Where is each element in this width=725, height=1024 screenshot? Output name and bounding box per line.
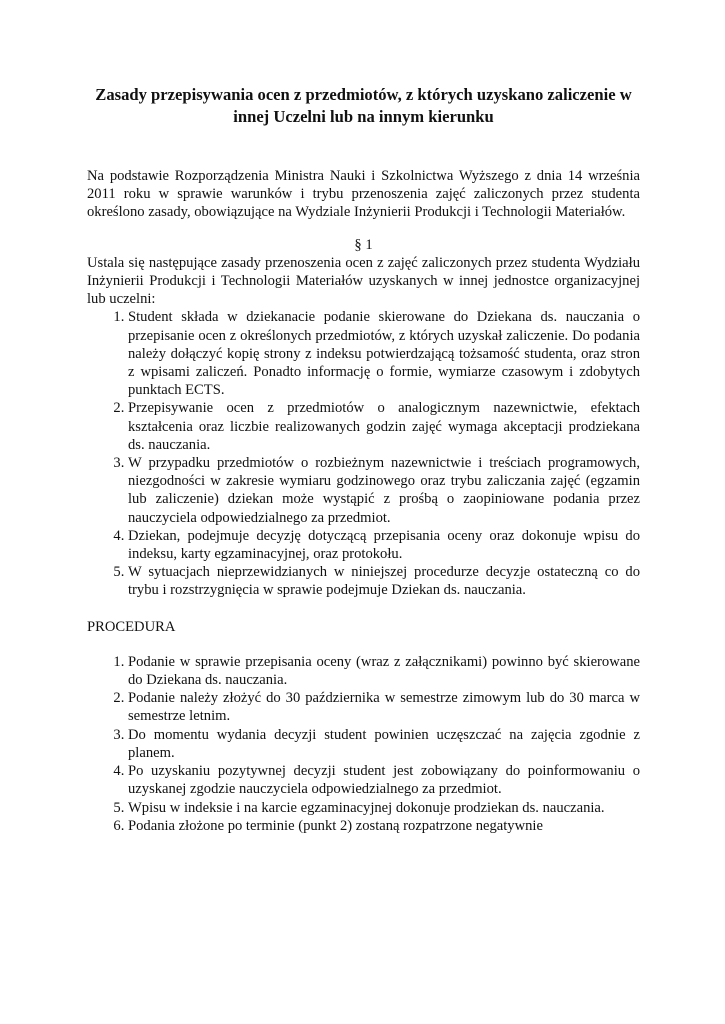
- document-page: [87, 84, 640, 835]
- procedure-list: [87, 653, 640, 835]
- procedure-item: 3. Do momentu wydania decyzji student powinien uczęszczać na zajęcia zgodnie z planem.: [128, 726, 640, 762]
- procedure-item: 4. Po uzyskaniu pozytywnej decyzji student jest zobowiązany do poinformowaniu o uzyskanej zgodzie nauczyciela odpowiedzialnego za przedmiot.: [128, 762, 640, 798]
- intro-paragraph: Na podstawie Rozporządzenia Ministra Nauki i Szkolnictwa Wyższego z dnia 14 września 2011 roku w sprawie warunków i trybu przenoszenia zajęć zaliczonych przez studenta określono zasady, obowiązujące na Wydziale Inżynierii Produkcji i Technologii Materiałów.: [87, 168, 640, 221]
- procedure-item: 1. Podanie w sprawie przepisania oceny (wraz z załącznikami) powinno być skierowane do Dziekana ds. nauczania.: [128, 653, 640, 689]
- section-mark: § 1: [354, 236, 373, 253]
- procedure-item: 2. Podanie należy złożyć do 30 października w semestrze zimowym lub do 30 marca w semestrze letnim.: [128, 689, 640, 725]
- rule-item: 3. W przypadku przedmiotów o rozbieżnym nazewnictwie i treściach programowych, niezgodności w zakresie wymiaru godzinowego oraz trybu zaliczania zajęć (egzamin lub zaliczenie) dziekan może wystąpić z prośbą o zaopiniowane podania przez nauczyciela odpowiedzialnego za przedmiot.: [128, 454, 640, 527]
- rule-item: 2. Przepisywanie ocen z przedmiotów o analogicznym nazewnictwie, efektach kształcenia oraz liczbie realizowanych godzin zajęć wymaga akceptacji prodziekana ds. nauczania.: [128, 399, 640, 454]
- procedure-heading: PROCEDURA: [87, 618, 176, 635]
- procedure-item: 5. Wpisu w indeksie i na karcie egzaminacyjnej dokonuje prodziekan ds. nauczania.: [128, 799, 640, 817]
- rules-list: [87, 308, 640, 599]
- rule-item: 4. Dziekan, podejmuje decyzję dotyczącą przepisania oceny oraz dokonuje wpisu do indeksu, karty egzaminacyjnej, oraz protokołu.: [128, 527, 640, 563]
- rule-item: 5. W sytuacjach nieprzewidzianych w niniejszej procedurze decyzje ostateczną co do trybu i rozstrzygnięcia w sprawie podejmuje Dziekan ds. nauczania.: [128, 563, 640, 599]
- document-title: Zasady przepisywania ocen z przedmiotów, z których uzyskano zaliczenie w innej Uczelni lub na innym kierunku: [95, 85, 632, 126]
- procedure-item: 6. Podania złożone po terminie (punkt 2) zostaną rozpatrzone negatywnie: [128, 817, 640, 835]
- rule-item: 1. Student składa w dziekanacie podanie skierowane do Dziekana ds. nauczania o przepisanie ocen z określonych przedmiotów, z których uzyskał zaliczenie. Do podania należy dołączyć kopię strony z indeksu potwierdzającą tożsamość studenta, oraz stron z wpisami zaliczeń. Ponadto informację o formie, wymiarze czasowym i zdobytych punktach ECTS.: [128, 308, 640, 399]
- section-lead: Ustala się następujące zasady przenoszenia ocen z zajęć zaliczonych przez studenta Wydziału Inżynierii Produkcji i Technologii Materiałów uzyskanych w innej jednostce organizacyjnej lub uczelni:: [87, 254, 640, 308]
